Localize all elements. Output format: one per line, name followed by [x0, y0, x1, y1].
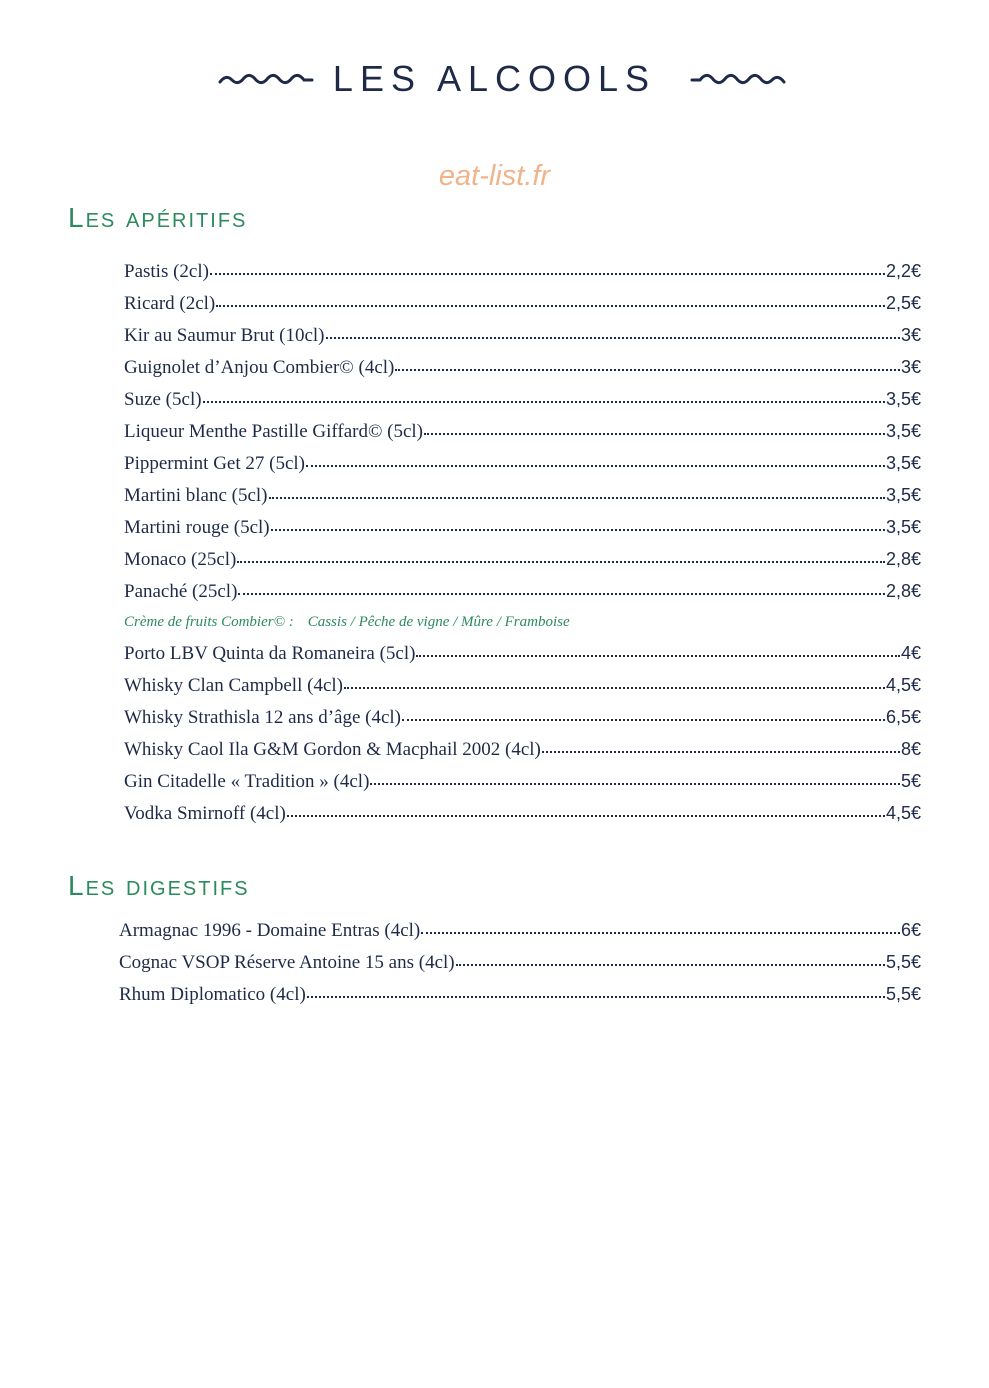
menu-item — [124, 415, 921, 447]
menu-item — [119, 978, 921, 1010]
item-price: 2,8€ — [885, 549, 921, 569]
item-price: 8€ — [900, 739, 921, 759]
item-price: 4,5€ — [885, 803, 921, 823]
dot-leader — [287, 809, 885, 817]
item-name: Rhum Diplomatico (4cl) — [119, 984, 306, 1005]
menu-item — [124, 447, 921, 479]
item-price: 2,5€ — [885, 293, 921, 313]
item-name: Gin Citadelle « Tradition » (4cl) — [124, 771, 370, 792]
item-name: Guignolet d’Anjou Combier© (4cl) — [124, 357, 395, 378]
item-name: Armagnac 1996 - Domaine Entras (4cl) — [119, 920, 421, 941]
item-name: Pastis (2cl) — [124, 261, 209, 282]
item-price: 6€ — [900, 920, 921, 940]
dot-leader — [424, 427, 885, 435]
item-price: 5,5€ — [885, 984, 921, 1004]
dot-leader — [307, 990, 885, 998]
dot-leader — [395, 363, 900, 371]
dot-leader — [306, 459, 885, 467]
item-name: Martini rouge (5cl) — [124, 517, 270, 538]
page-header — [0, 58, 989, 104]
item-price: 3€ — [900, 325, 921, 345]
menu-item — [124, 319, 921, 351]
menu-item — [124, 287, 921, 319]
note-options: Cassis / Pêche de vigne / Mûre / Framboise — [307, 614, 570, 630]
dot-leader — [456, 958, 885, 966]
menu-item — [124, 669, 921, 701]
dot-leader — [216, 299, 885, 307]
aperitifs-list — [124, 255, 921, 829]
menu-item — [124, 479, 921, 511]
section-title-aperitifs: Les apéritifs — [68, 202, 248, 233]
item-name: Panaché (25cl) — [124, 581, 238, 602]
dot-leader — [271, 523, 885, 531]
item-name: Vodka Smirnoff (4cl) — [124, 803, 286, 824]
dot-leader — [203, 395, 885, 403]
item-name: Whisky Clan Campbell (4cl) — [124, 675, 343, 696]
menu-item — [124, 733, 921, 765]
item-name: Cognac VSOP Réserve Antoine 15 ans (4cl) — [119, 952, 455, 973]
item-price: 3,5€ — [885, 421, 921, 441]
item-name: Ricard (2cl) — [124, 293, 216, 314]
menu-item — [119, 914, 921, 946]
item-price: 3,5€ — [885, 517, 921, 537]
menu-item — [124, 383, 921, 415]
dot-leader — [421, 926, 900, 934]
dot-leader — [326, 331, 900, 339]
dot-leader — [210, 267, 885, 275]
item-name: Martini blanc (5cl) — [124, 485, 268, 506]
menu-item — [124, 765, 921, 797]
dot-leader — [416, 649, 900, 657]
menu-item — [119, 946, 921, 978]
wave-icon — [690, 70, 786, 88]
item-name: Whisky Caol Ila G&M Gordon & Macphail 2002 (4cl) — [124, 739, 541, 760]
menu-item — [124, 255, 921, 287]
section-title-digestifs: Les digestifs — [68, 870, 250, 901]
menu-item — [124, 637, 921, 669]
dot-leader — [370, 777, 900, 785]
item-name: Kir au Saumur Brut (10cl) — [124, 325, 325, 346]
menu-item — [124, 351, 921, 383]
dot-leader — [344, 681, 885, 689]
item-price: 5,5€ — [885, 952, 921, 972]
fruit-cream-note — [124, 607, 921, 637]
dot-leader — [402, 713, 885, 721]
dot-leader — [269, 491, 885, 499]
menu-item — [124, 543, 921, 575]
item-name: Suze (5cl) — [124, 389, 202, 410]
item-price: 5€ — [900, 771, 921, 791]
item-price: 3,5€ — [885, 453, 921, 473]
menu-item — [124, 701, 921, 733]
item-name: Porto LBV Quinta da Romaneira (5cl) — [124, 643, 416, 664]
digestifs-list — [119, 914, 921, 1010]
item-price: 3,5€ — [885, 485, 921, 505]
item-name: Pippermint Get 27 (5cl) — [124, 453, 305, 474]
item-price: 2,2€ — [885, 261, 921, 281]
dot-leader — [238, 587, 885, 595]
menu-item — [124, 575, 921, 607]
item-price: 6,5€ — [885, 707, 921, 727]
item-name: Liqueur Menthe Pastille Giffard© (5cl) — [124, 421, 423, 442]
item-name: Whisky Strathisla 12 ans d’âge (4cl) — [124, 707, 402, 728]
watermark: eat-list.fr — [438, 160, 551, 192]
item-name: Monaco (25cl) — [124, 549, 237, 570]
item-price: 4,5€ — [885, 675, 921, 695]
page-title: LES ALCOOLS — [332, 58, 657, 99]
menu-item — [124, 797, 921, 829]
dot-leader — [237, 555, 885, 563]
note-label: Crème de fruits Combier© : — [124, 614, 294, 630]
item-price: 4€ — [900, 643, 921, 663]
menu-item — [124, 511, 921, 543]
item-price: 2,8€ — [885, 581, 921, 601]
dot-leader — [542, 745, 900, 753]
item-price: 3€ — [900, 357, 921, 377]
item-price: 3,5€ — [885, 389, 921, 409]
